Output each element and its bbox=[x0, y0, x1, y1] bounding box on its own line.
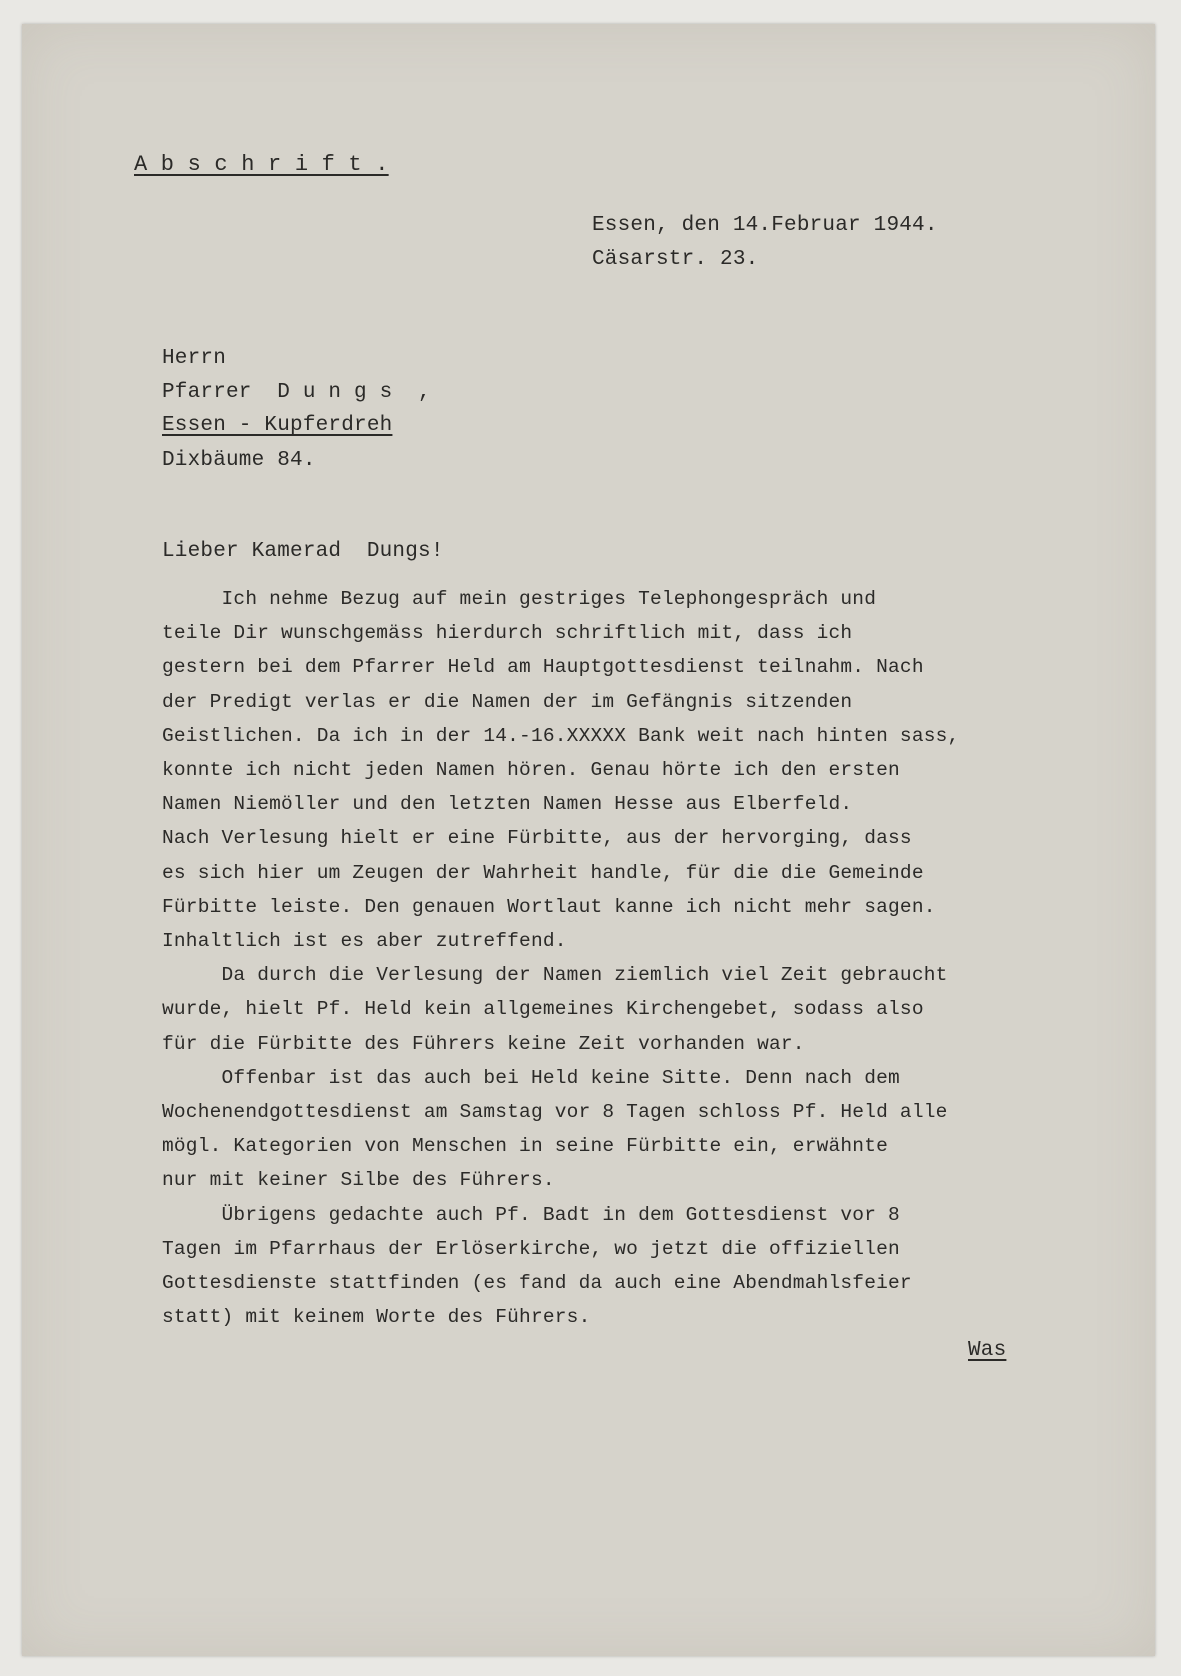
body-line: Inhaltlich ist es aber zutreffend. bbox=[162, 930, 567, 952]
body-line: konnte ich nicht jeden Namen hören. Genau hörte ich den ersten bbox=[162, 759, 900, 781]
letter-body bbox=[162, 588, 960, 1328]
salutation: Lieber Kamerad Dungs! bbox=[162, 540, 444, 563]
body-line: mögl. Kategorien von Menschen in seine Fürbitte ein, erwähnte bbox=[162, 1135, 889, 1157]
signature-initials: Was bbox=[968, 1339, 1007, 1362]
letter-page bbox=[22, 24, 1155, 1656]
body-line: Ich nehme Bezug auf mein gestriges Telephongespräch und bbox=[162, 588, 877, 610]
recipient-line-2: Pfarrer D u n g s , bbox=[162, 381, 431, 404]
body-line: nur mit keiner Silbe des Führers. bbox=[162, 1169, 555, 1191]
body-line: Nach Verlesung hielt er eine Fürbitte, aus der hervorging, dass bbox=[162, 827, 912, 849]
recipient-line-3: Essen - Kupferdreh bbox=[162, 414, 393, 437]
body-line: Geistlichen. Da ich in der 14.-16.XXXXX Bank weit nach hinten sass, bbox=[162, 725, 960, 747]
recipient-line-4: Dixbäume 84. bbox=[162, 449, 316, 472]
body-line: Wochenendgottesdienst am Samstag vor 8 Tagen schloss Pf. Held alle bbox=[162, 1101, 948, 1123]
body-line: gestern bei dem Pfarrer Held am Hauptgottesdienst teilnahm. Nach bbox=[162, 656, 924, 678]
body-line: der Predigt verlas er die Namen der im Gefängnis sitzenden bbox=[162, 691, 853, 713]
body-line: Gottesdienste stattfinden (es fand da auch eine Abendmahlsfeier bbox=[162, 1272, 912, 1294]
document-heading: A b s c h r i f t . bbox=[134, 152, 389, 177]
body-line: Namen Niemöller und den letzten Namen Hesse aus Elberfeld. bbox=[162, 793, 853, 815]
body-line: wurde, hielt Pf. Held kein allgemeines Kirchengebet, sodass also bbox=[162, 998, 924, 1020]
body-line: teile Dir wunschgemäss hierdurch schriftlich mit, dass ich bbox=[162, 622, 853, 644]
body-line: Fürbitte leiste. Den genauen Wortlaut kanne ich nicht mehr sagen. bbox=[162, 896, 936, 918]
body-line: für die Fürbitte des Führers keine Zeit vorhanden war. bbox=[162, 1033, 805, 1055]
body-line: Da durch die Verlesung der Namen ziemlich viel Zeit gebraucht bbox=[162, 964, 948, 986]
recipient-line-1: Herrn bbox=[162, 347, 227, 370]
body-line: es sich hier um Zeugen der Wahrheit handle, für die die Gemeinde bbox=[162, 862, 924, 884]
street-address: Cäsarstr. 23. bbox=[592, 248, 759, 271]
body-line: statt) mit keinem Worte des Führers. bbox=[162, 1306, 591, 1328]
place-and-date: Essen, den 14.Februar 1944. bbox=[592, 214, 938, 237]
body-line: Tagen im Pfarrhaus der Erlöserkirche, wo jetzt die offiziellen bbox=[162, 1238, 900, 1260]
body-line: Übrigens gedachte auch Pf. Badt in dem Gottesdienst vor 8 bbox=[162, 1204, 900, 1226]
body-line: Offenbar ist das auch bei Held keine Sitte. Denn nach dem bbox=[162, 1067, 900, 1089]
